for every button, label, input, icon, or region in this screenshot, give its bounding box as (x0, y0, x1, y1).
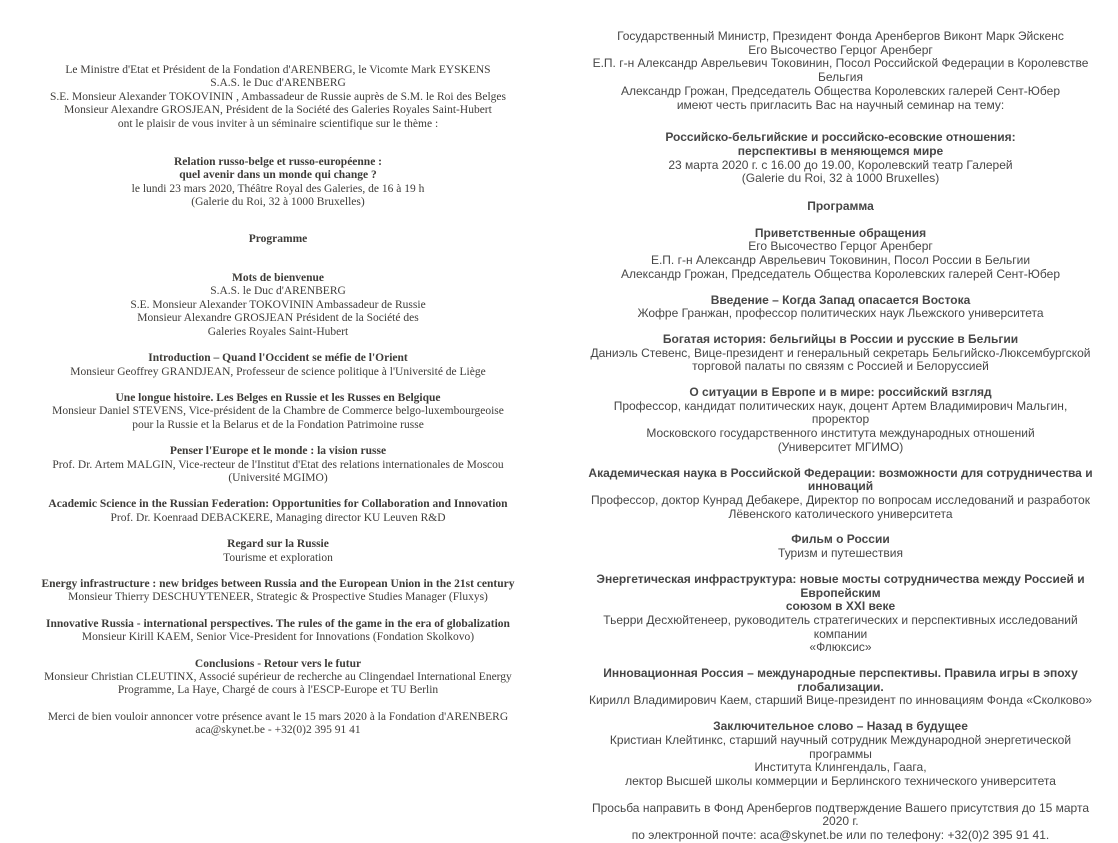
russian-rsvp-footer (588, 802, 1093, 843)
event-title-line: Relation russo-belge et russo-européenne : (173, 156, 383, 169)
section-body-line: Туризм и путешествия (778, 546, 903, 561)
program-section (28, 498, 528, 525)
section-body-line: Galeries Royales Saint-Hubert (207, 325, 349, 338)
section-body-line: Programme, La Haye, Chargé de cours à l'ESCP-Europe et TU Berlin (117, 684, 439, 697)
section-body-line: Tourisme et exploration (223, 551, 333, 564)
section-body-line: Тьерри Десхюйтенеер, руководитель стратегических и перспективных исследований компании (603, 612, 1078, 641)
section-title-line: Академическая наука в Российской Федерации: возможности для сотрудничества и (588, 465, 1093, 480)
section-title-line: Введение – Когда Запад опасается Востока (710, 292, 971, 307)
section-title-line: Innovative Russia - international perspectives. The rules of the game in the era of globalization (46, 617, 510, 630)
section-body-line: Кристиан Клейтинкс, старший научный сотрудник Международной энергетической программы (609, 732, 1072, 761)
section-body-line: S.E. Monsieur Alexander TOKOVININ Ambassadeur de Russie (130, 298, 426, 311)
section-body-line: Его Высочество Герцог Аренберг (748, 239, 933, 254)
section-title-line: Conclusions - Retour vers le futur (194, 657, 362, 670)
section-title-line: Энергетическая инфраструктура: новые мосты сотрудничества между Россией и Европейским (596, 571, 1085, 600)
section-body-line: (Université MGIMO) (228, 471, 328, 484)
event-details-line: 23 марта 2020 г. с 16.00 до 19.00, Королевский театр Галерей (668, 157, 1013, 172)
section-title-line: Mots de bienvenue (232, 272, 324, 285)
section-body-line: Monsieur Kirill KAEM, Senior Vice-President for Innovations (Fondation Skolkovo) (81, 631, 475, 644)
program-section (28, 392, 528, 432)
program-section (28, 538, 528, 565)
rsvp-line: по электронной почте: aca@skynet.be или по телефону: +32(0)2 395 91 41. (631, 828, 1050, 843)
russian-event-title (588, 131, 1093, 158)
section-title-line: Energy infrastructure : new bridges between Russia and the European Union in the 21st century (41, 577, 515, 590)
section-body-line: Кирилл Владимирович Каем, старший Вице-президент по инновациям Фонда «Сколково» (588, 693, 1093, 708)
section-body-line: Prof. Dr. Koenraad DEBACKERE, Managing director KU Leuven R&D (110, 511, 446, 524)
intro-line: Le Ministre d'Etat et Président de la Fondation d'ARENBERG, le Vicomte Mark EYSKENS (65, 64, 491, 76)
section-body-line: Института Клингендаль, Гаага, (754, 760, 927, 775)
russian-event-title-block (588, 131, 1093, 186)
program-section (28, 352, 528, 379)
program-section (28, 445, 528, 485)
section-title-line: инноваций (807, 479, 874, 494)
program-section (588, 533, 1093, 560)
section-body-line: Московского государственного института международных отношений (646, 426, 1035, 441)
russian-program-sections (588, 227, 1093, 789)
intro-line: Его Высочество Герцог Аренберг (748, 42, 933, 57)
section-title-line: Приветственные обращения (754, 225, 927, 240)
section-title-line: Заключительное слово – Назад в будущее (713, 719, 968, 734)
section-title-line: Penser l'Europe et le monde : la vision russe (169, 445, 387, 458)
section-body-line: Жофре Гранжан, профессор политических наук Льежского университета (637, 306, 1044, 321)
intro-line: Государственный Министр, Президент Фонда Аренбергов Виконт Марк Эйскенс (617, 29, 1064, 43)
section-title-line: Une longue histoire. Les Belges en Russie et les Russes en Belgique (115, 391, 441, 404)
program-section (588, 333, 1093, 374)
section-title-line: Богатая история: бельгийцы в России и русские в Бельгии (662, 331, 1019, 346)
page-french (28, 0, 528, 738)
section-body-line: лектор Высшей школы коммерции и Берлинского технического университета (625, 773, 1056, 788)
program-section (588, 294, 1093, 321)
section-body-line: Monsieur Christian CLEUTINX, Associé supérieur de recherche au Clingendael International Energy (44, 671, 512, 683)
page-russian (588, 0, 1093, 843)
section-body-line: Monsieur Thierry DESCHUYTENEER, Strategic & Prospective Studies Manager (Fluxys) (68, 591, 488, 604)
section-body-line: S.A.S. le Duc d'ARENBERG (210, 285, 346, 298)
rsvp-line: Просьба направить в Фонд Аренбергов подтверждение Вашего присутствия до 15 марта 2020 г. (591, 800, 1089, 829)
section-title-line: Фильм о России (791, 532, 890, 547)
section-title-line: О ситуации в Европе и в мире: российский взгляд (689, 385, 992, 400)
french-invitation-intro (28, 64, 528, 131)
intro-line: Александр Грожан, Председатель Общества Королевских галерей Сент-Юбер (621, 83, 1060, 98)
section-body-line: Профессор, доктор Кунрад Дебакере, Директор по вопросам исследований и разработок (591, 492, 1090, 507)
french-event-details (28, 183, 528, 210)
rsvp-line: aca@skynet.be - +32(0)2 395 91 41 (195, 724, 361, 737)
section-body-line: (Университет МГИМО) (777, 439, 904, 454)
russian-programme-heading: Программа (807, 199, 874, 214)
event-title-line: Российско-бельгийские и российско-есовские отношения: (665, 130, 1016, 145)
section-body-line: Monsieur Daniel STEVENS, Vice-président de la Chambre de Commerce belgo-luxembourgeoise (52, 405, 504, 418)
section-title-line: союзом в XXI веке (785, 599, 896, 614)
section-title-line: Introduction – Quand l'Occident se méfie de l'Orient (148, 352, 408, 365)
section-body-line: Е.П. г-н Александр Аврельевич Токовинин, Посол России в Бельгии (650, 253, 1031, 268)
section-body-line: Monsieur Alexandre GROSJEAN Président de la Société des (137, 312, 419, 325)
russian-event-details (588, 159, 1093, 186)
section-body-line: «Флюксис» (809, 640, 872, 655)
program-section (28, 658, 528, 698)
section-body-line: Профессор, кандидат политических наук, доцент Артем Владимирович Мальгин, проректор (613, 398, 1068, 427)
section-body-line: Prof. Dr. Artem MALGIN, Vice-recteur de l'Institut d'Etat des relations internationales de Moscou (52, 458, 504, 471)
french-event-title-block (28, 156, 528, 210)
program-section (588, 720, 1093, 789)
french-programme-heading: Programme (248, 232, 308, 245)
section-title-line: Academic Science in the Russian Federation: Opportunities for Collaboration and Innovation (48, 498, 508, 511)
program-section (588, 386, 1093, 455)
section-body-line: Лёвенского католического университета (728, 506, 953, 521)
french-program-sections (28, 272, 528, 698)
program-section (28, 618, 528, 645)
section-body-line: pour la Russie et la Belarus et de la Fondation Patrimoine russe (132, 418, 424, 431)
event-details-line: (Galerie du Roi, 32 à 1000 Bruxelles) (741, 171, 940, 186)
intro-line: Е.П. г-н Александр Аврельевич Токовинин, Посол Российской Федерации в Королевстве Бельгия (592, 56, 1089, 85)
program-section (588, 227, 1093, 282)
event-details-line: le lundi 23 mars 2020, Théâtre Royal des Galeries, de 16 à 19 h (131, 182, 425, 195)
section-body-line: Даниэль Стевенс, Вице-президент и генеральный секретарь Бельгийско-Люксембургской (590, 345, 1091, 360)
intro-line: S.E. Monsieur Alexander TOKOVININ , Ambassadeur de Russie auprès de S.M. le Roi des Belges (50, 90, 506, 103)
program-section (588, 667, 1093, 708)
section-body-line: Monsieur Geoffrey GRANDJEAN, Professeur de science politique à l'Université de Liège (70, 365, 486, 378)
event-title-line: перспективы в меняющемся мире (737, 143, 944, 158)
program-section (28, 272, 528, 339)
program-section (588, 467, 1093, 522)
rsvp-line: Merci de bien vouloir annoncer votre présence avant le 15 mars 2020 à la Fondation d'ARENBERG (47, 710, 509, 723)
section-body-line: торговой палаты по связям с Россией и Белоруссией (692, 359, 989, 374)
section-title-line: Regard sur la Russie (227, 538, 329, 551)
section-title-line: Инновационная Россия – международные перспективы. Правила игры в эпоху глобализации. (603, 666, 1078, 694)
program-section (28, 578, 528, 605)
russian-invitation-intro (588, 30, 1093, 112)
program-section (588, 573, 1093, 655)
intro-line: S.A.S. le Duc d'ARENBERG (210, 77, 346, 90)
french-rsvp-footer (28, 711, 528, 738)
event-details-line: (Galerie du Roi, 32 à 1000 Bruxelles) (191, 196, 365, 209)
intro-line: ont le plaisir de vous inviter à un séminaire scientifique sur le thème : (117, 117, 439, 130)
event-title-line: quel avenir dans un monde qui change ? (179, 169, 377, 182)
section-body-line: Александр Грожан, Председатель Общества Королевских галерей Сент-Юбер (621, 266, 1060, 281)
intro-line: имеют честь пригласить Вас на научный семинар на тему: (676, 97, 1005, 112)
intro-line: Monsieur Alexandre GROSJEAN, Président de la Société des Galeries Royales Saint-Hubert (64, 104, 492, 117)
french-event-title (28, 156, 528, 183)
